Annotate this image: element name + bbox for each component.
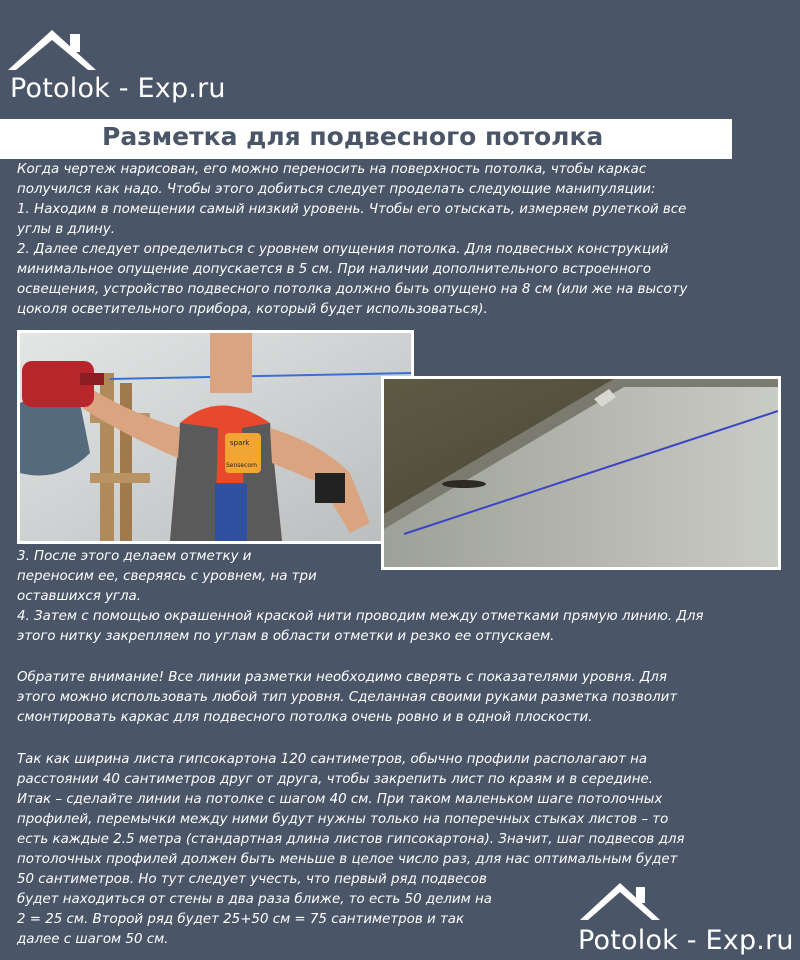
text-line: 4. Затем с помощью окрашенной краской нити проводим между отметками прямую линию. Для <box>17 609 704 624</box>
text-line: этого можно использовать любой тип уровня. Сделанная своими руками разметка позволит <box>17 690 678 705</box>
text-line: 3. После этого делаем отметку и <box>17 549 252 564</box>
text-line: углы в длину. <box>17 222 115 237</box>
text-line: будет находиться от стены в два раза ближе, то есть 50 делим на <box>17 892 492 907</box>
text-line: Итак – сделайте линии на потолке с шагом 40 см. При таком маленьком шаге потолочных <box>17 792 663 807</box>
site-logo[interactable] <box>8 28 238 104</box>
text-line: этого нитку закрепляем по углам в области отметки и резко ее отпускаем. <box>17 629 555 644</box>
text-line: смонтировать каркас для подвесного потолка очень ровно и в одной плоскости. <box>17 710 593 725</box>
page-title: Разметка для подвесного потолка <box>102 122 604 151</box>
intro-paragraph <box>17 160 797 320</box>
house-roof-icon <box>8 28 118 70</box>
text-line: потолочных профилей должен быть меньше в целое число раз, для нас оптимальным будет <box>17 852 678 867</box>
text-line: 2. Далее следует определиться с уровнем опущения потолка. Для подвесных конструкций <box>17 242 669 257</box>
text-line: профилей, перемычки между ними будут нужны только на поперечных стыках листов – то <box>17 812 669 827</box>
site-logo-bottom[interactable] <box>576 880 796 956</box>
svg-text:Sensecom: Sensecom <box>226 462 257 469</box>
text-line: Так как ширина листа гипсокартона 120 сантиметров, обычно профили располагают на <box>17 752 648 767</box>
title-bar <box>0 119 732 159</box>
text-line: расстоянии 40 сантиметров друг от друга, чтобы закрепить лист по краям и в середине. <box>17 772 653 787</box>
logo-text: Potolok - Exp.ru <box>10 73 226 104</box>
logo-text: Potolok - Exp.ru <box>578 925 794 956</box>
svg-text:spark: spark <box>230 439 250 447</box>
photo-worker-chalk-line <box>17 330 414 544</box>
text-line: получился как надо. Чтобы этого добиться следует проделать следующие манипуляции: <box>17 182 656 197</box>
photo-ceiling-line <box>381 376 781 570</box>
text-line: 50 сантиметров. Но тут следует учесть, что первый ряд подвесов <box>17 872 487 887</box>
text-line: есть каждые 2.5 метра (стандартная длина листов гипсокартона). Значит, шаг подвесов для <box>17 832 685 847</box>
text-line: Когда чертеж нарисован, его можно переносить на поверхность потолка, чтобы каркас <box>17 162 647 177</box>
text-line: переносим ее, сверяясь с уровнем, на три <box>17 569 317 584</box>
text-line: 2 = 25 см. Второй ряд будет 25+50 см = 75 сантиметров и так <box>17 912 465 927</box>
text-line: цоколя осветительного прибора, который будет использоваться). <box>17 302 488 317</box>
house-roof-icon <box>576 880 676 920</box>
text-line: оставшихся угла. <box>17 589 141 604</box>
text-line: далее с шагом 50 см. <box>17 932 169 947</box>
text-line: 1. Находим в помещении самый низкий уровень. Чтобы его отыскать, измеряем рулеткой все <box>17 202 687 217</box>
steps-paragraph <box>17 547 797 647</box>
note-paragraph <box>17 668 797 728</box>
text-line: Обратите внимание! Все линии разметки необходимо сверять с показателями уровня. Для <box>17 670 667 685</box>
text-line: минимальное опущение допускается в 5 см. При наличии дополнительного встроенного <box>17 262 652 277</box>
text-line: освещения, устройство подвесного потолка должно быть опущено на 8 см (или же на высоту <box>17 282 688 297</box>
